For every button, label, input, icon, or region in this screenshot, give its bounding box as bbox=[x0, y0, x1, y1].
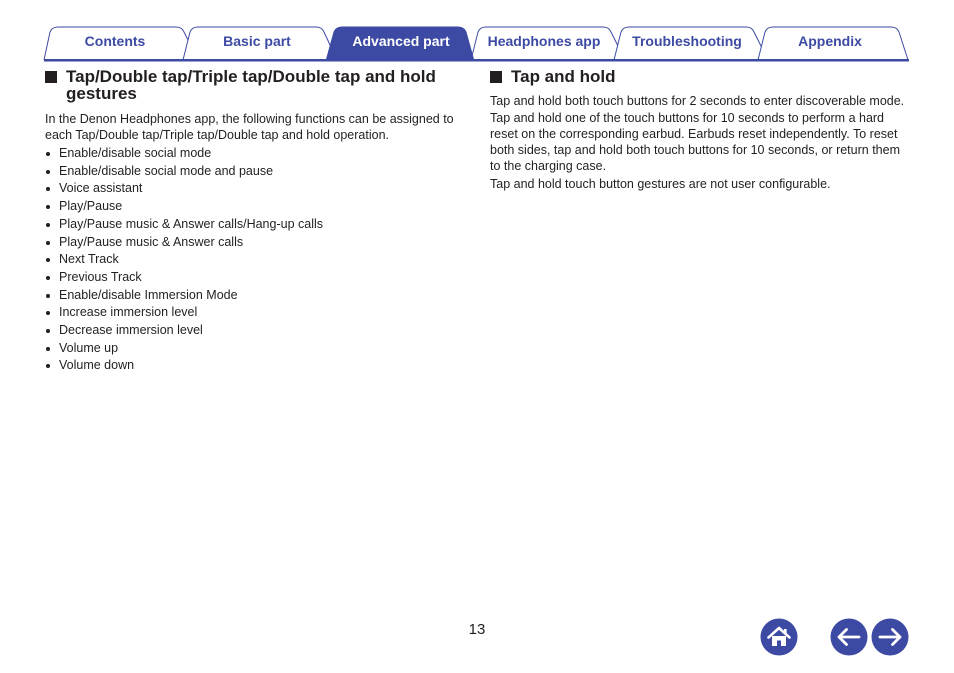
list-item bbox=[45, 340, 465, 358]
list-item bbox=[45, 163, 465, 181]
tab-basic-part[interactable]: Basic part bbox=[223, 33, 291, 49]
bullet-dot-icon bbox=[46, 241, 50, 245]
list-item-text: Increase immersion level bbox=[59, 305, 198, 320]
tap-hold-paragraph: Tap and hold touch button gestures are not user configurable. bbox=[490, 177, 831, 191]
list-item bbox=[45, 287, 465, 305]
list-item bbox=[45, 269, 465, 287]
list-item-text: Volume down bbox=[59, 358, 135, 373]
list-item-text: Play/Pause bbox=[59, 199, 123, 214]
right-column bbox=[490, 68, 910, 192]
list-item bbox=[45, 145, 465, 163]
square-bullet-icon bbox=[490, 71, 502, 83]
tab-bar bbox=[0, 0, 954, 64]
list-item bbox=[45, 234, 465, 252]
home-button[interactable] bbox=[760, 618, 798, 656]
left-column bbox=[45, 68, 465, 375]
bullet-dot-icon bbox=[46, 258, 50, 262]
list-item-text: Enable/disable Immersion Mode bbox=[59, 287, 238, 302]
bullet-dot-icon bbox=[46, 170, 50, 174]
bullet-dot-icon bbox=[46, 294, 50, 298]
list-item-text: Play/Pause music & Answer calls bbox=[59, 234, 244, 249]
list-item-text: Play/Pause music & Answer calls/Hang-up calls bbox=[59, 216, 324, 231]
next-page-button[interactable] bbox=[871, 618, 909, 656]
page-number: 13 bbox=[468, 621, 486, 638]
tab-bar-shapes bbox=[0, 0, 954, 64]
gestures-function-list bbox=[45, 145, 465, 375]
tab-baseline bbox=[44, 59, 909, 62]
bullet-dot-icon bbox=[46, 347, 50, 351]
list-item bbox=[45, 357, 465, 375]
arrow-right-icon bbox=[871, 618, 909, 656]
square-bullet-icon bbox=[45, 71, 57, 83]
list-item-text: Next Track bbox=[59, 252, 119, 267]
bullet-dot-icon bbox=[46, 187, 50, 191]
list-item bbox=[45, 304, 465, 322]
bullet-dot-icon bbox=[46, 276, 50, 280]
list-item-text: Voice assistant bbox=[59, 181, 143, 196]
tab-contents[interactable]: Contents bbox=[84, 33, 146, 49]
bullet-dot-icon bbox=[46, 311, 50, 315]
bullet-dot-icon bbox=[46, 223, 50, 227]
bullet-dot-icon bbox=[46, 152, 50, 156]
previous-page-button[interactable] bbox=[830, 618, 868, 656]
tab-appendix[interactable]: Appendix bbox=[798, 33, 862, 49]
section-heading-gestures bbox=[45, 68, 465, 102]
bullet-dot-icon bbox=[46, 364, 50, 368]
tab-troubleshooting[interactable]: Troubleshooting bbox=[632, 33, 742, 49]
list-item bbox=[45, 322, 465, 340]
list-item bbox=[45, 251, 465, 269]
arrow-left-icon bbox=[830, 618, 868, 656]
tab-advanced-part[interactable]: Advanced part bbox=[352, 33, 450, 49]
bullet-dot-icon bbox=[46, 205, 50, 209]
list-item bbox=[45, 198, 465, 216]
gestures-intro: In the Denon Headphones app, the following functions can be assigned to each Tap/Double tap/Triple tap/Double tap and hold operation. bbox=[45, 112, 454, 142]
tap-hold-paragraph: Tap and hold one of the touch buttons for 10 seconds to perform a hard reset on the corresponding earbud. Earbuds reset independently. To reset both sides, tap and hold both touch buttons for 10 seconds, or return them to the charging case. bbox=[490, 111, 900, 173]
tap-hold-paragraph: Tap and hold both touch buttons for 2 seconds to enter discoverable mode. bbox=[490, 94, 905, 108]
section-heading-gestures-text: Tap/Double tap/Triple tap/Double tap and hold gestures bbox=[66, 67, 436, 103]
list-item-text: Previous Track bbox=[59, 269, 142, 284]
list-item bbox=[45, 216, 465, 234]
list-item-text: Decrease immersion level bbox=[59, 323, 203, 338]
tab-headphones-app[interactable]: Headphones app bbox=[487, 33, 601, 49]
bullet-dot-icon bbox=[46, 329, 50, 333]
section-heading-tap-and-hold-text: Tap and hold bbox=[511, 67, 616, 86]
list-item bbox=[45, 180, 465, 198]
home-icon bbox=[760, 618, 798, 656]
list-item-text: Enable/disable social mode and pause bbox=[59, 163, 274, 178]
list-item-text: Volume up bbox=[59, 340, 119, 355]
section-heading-tap-and-hold bbox=[490, 68, 910, 85]
list-item-text: Enable/disable social mode bbox=[59, 146, 212, 160]
